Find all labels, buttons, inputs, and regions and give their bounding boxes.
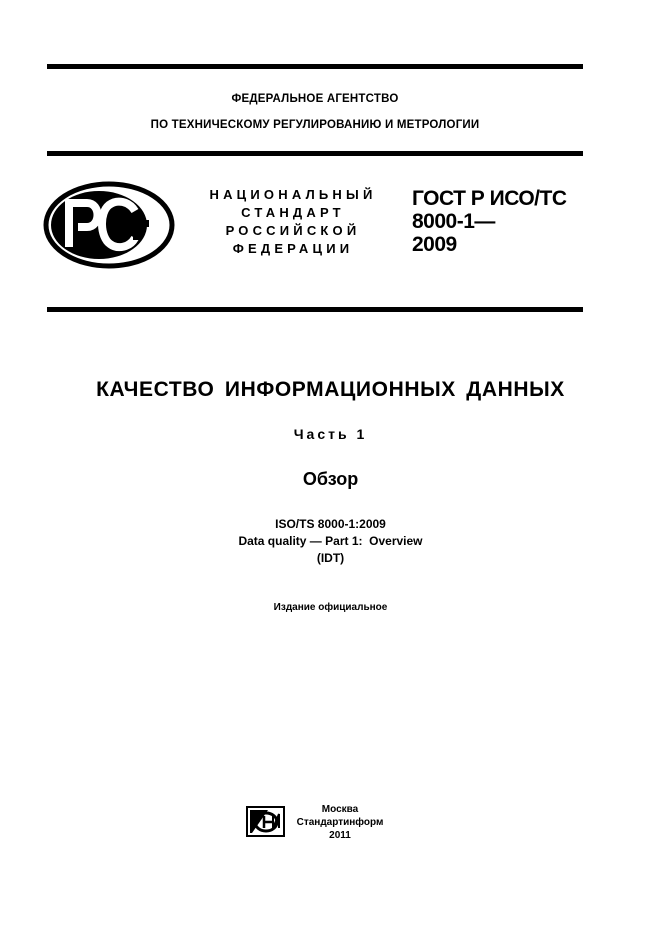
edition-note: Издание официальное bbox=[273, 602, 388, 613]
iso-equivalence: (IDT) bbox=[316, 551, 345, 565]
part-number: Часть 1 bbox=[293, 426, 368, 442]
national-standard-line: РОССИЙСКОЙ bbox=[225, 223, 361, 238]
iso-reference bbox=[0, 516, 661, 567]
header-rule bbox=[47, 151, 583, 156]
document-title: КАЧЕСТВО ИНФОРМАЦИОННЫХ ДАННЫХ bbox=[96, 378, 565, 401]
agency-name-line2: ПО ТЕХНИЧЕСКОМУ РЕГУЛИРОВАНИЮ И МЕТРОЛОГИИ bbox=[150, 119, 480, 131]
national-standard-label bbox=[198, 186, 388, 258]
designation-line: ГОСТ Р ИСО/ТС bbox=[412, 187, 567, 210]
gost-r-certification-mark-icon bbox=[43, 181, 175, 269]
designation-line: 8000-1— bbox=[412, 210, 495, 233]
publisher-block bbox=[292, 803, 388, 842]
national-standard-line: СТАНДАРТ bbox=[241, 205, 345, 220]
iso-number: ISO/TS 8000-1:2009 bbox=[275, 517, 386, 531]
publication-year: 2011 bbox=[329, 830, 351, 841]
national-standard-line: НАЦИОНАЛЬНЫЙ bbox=[209, 187, 377, 202]
designation-line: 2009 bbox=[412, 233, 457, 256]
designation-rule bbox=[47, 307, 583, 312]
standard-designation bbox=[412, 187, 567, 256]
publisher-city: Москва bbox=[321, 804, 359, 815]
document-subtitle: Обзор bbox=[302, 469, 359, 489]
top-rule bbox=[47, 64, 583, 69]
iso-title: Data quality — Part 1: Overview bbox=[238, 534, 423, 548]
standartinform-logo-icon bbox=[246, 806, 285, 837]
national-standard-line: ФЕДЕРАЦИИ bbox=[232, 241, 354, 256]
publisher-name: Стандартинформ bbox=[296, 817, 384, 828]
agency-name-line1: ФЕДЕРАЛЬНОЕ АГЕНТСТВО bbox=[231, 93, 399, 105]
